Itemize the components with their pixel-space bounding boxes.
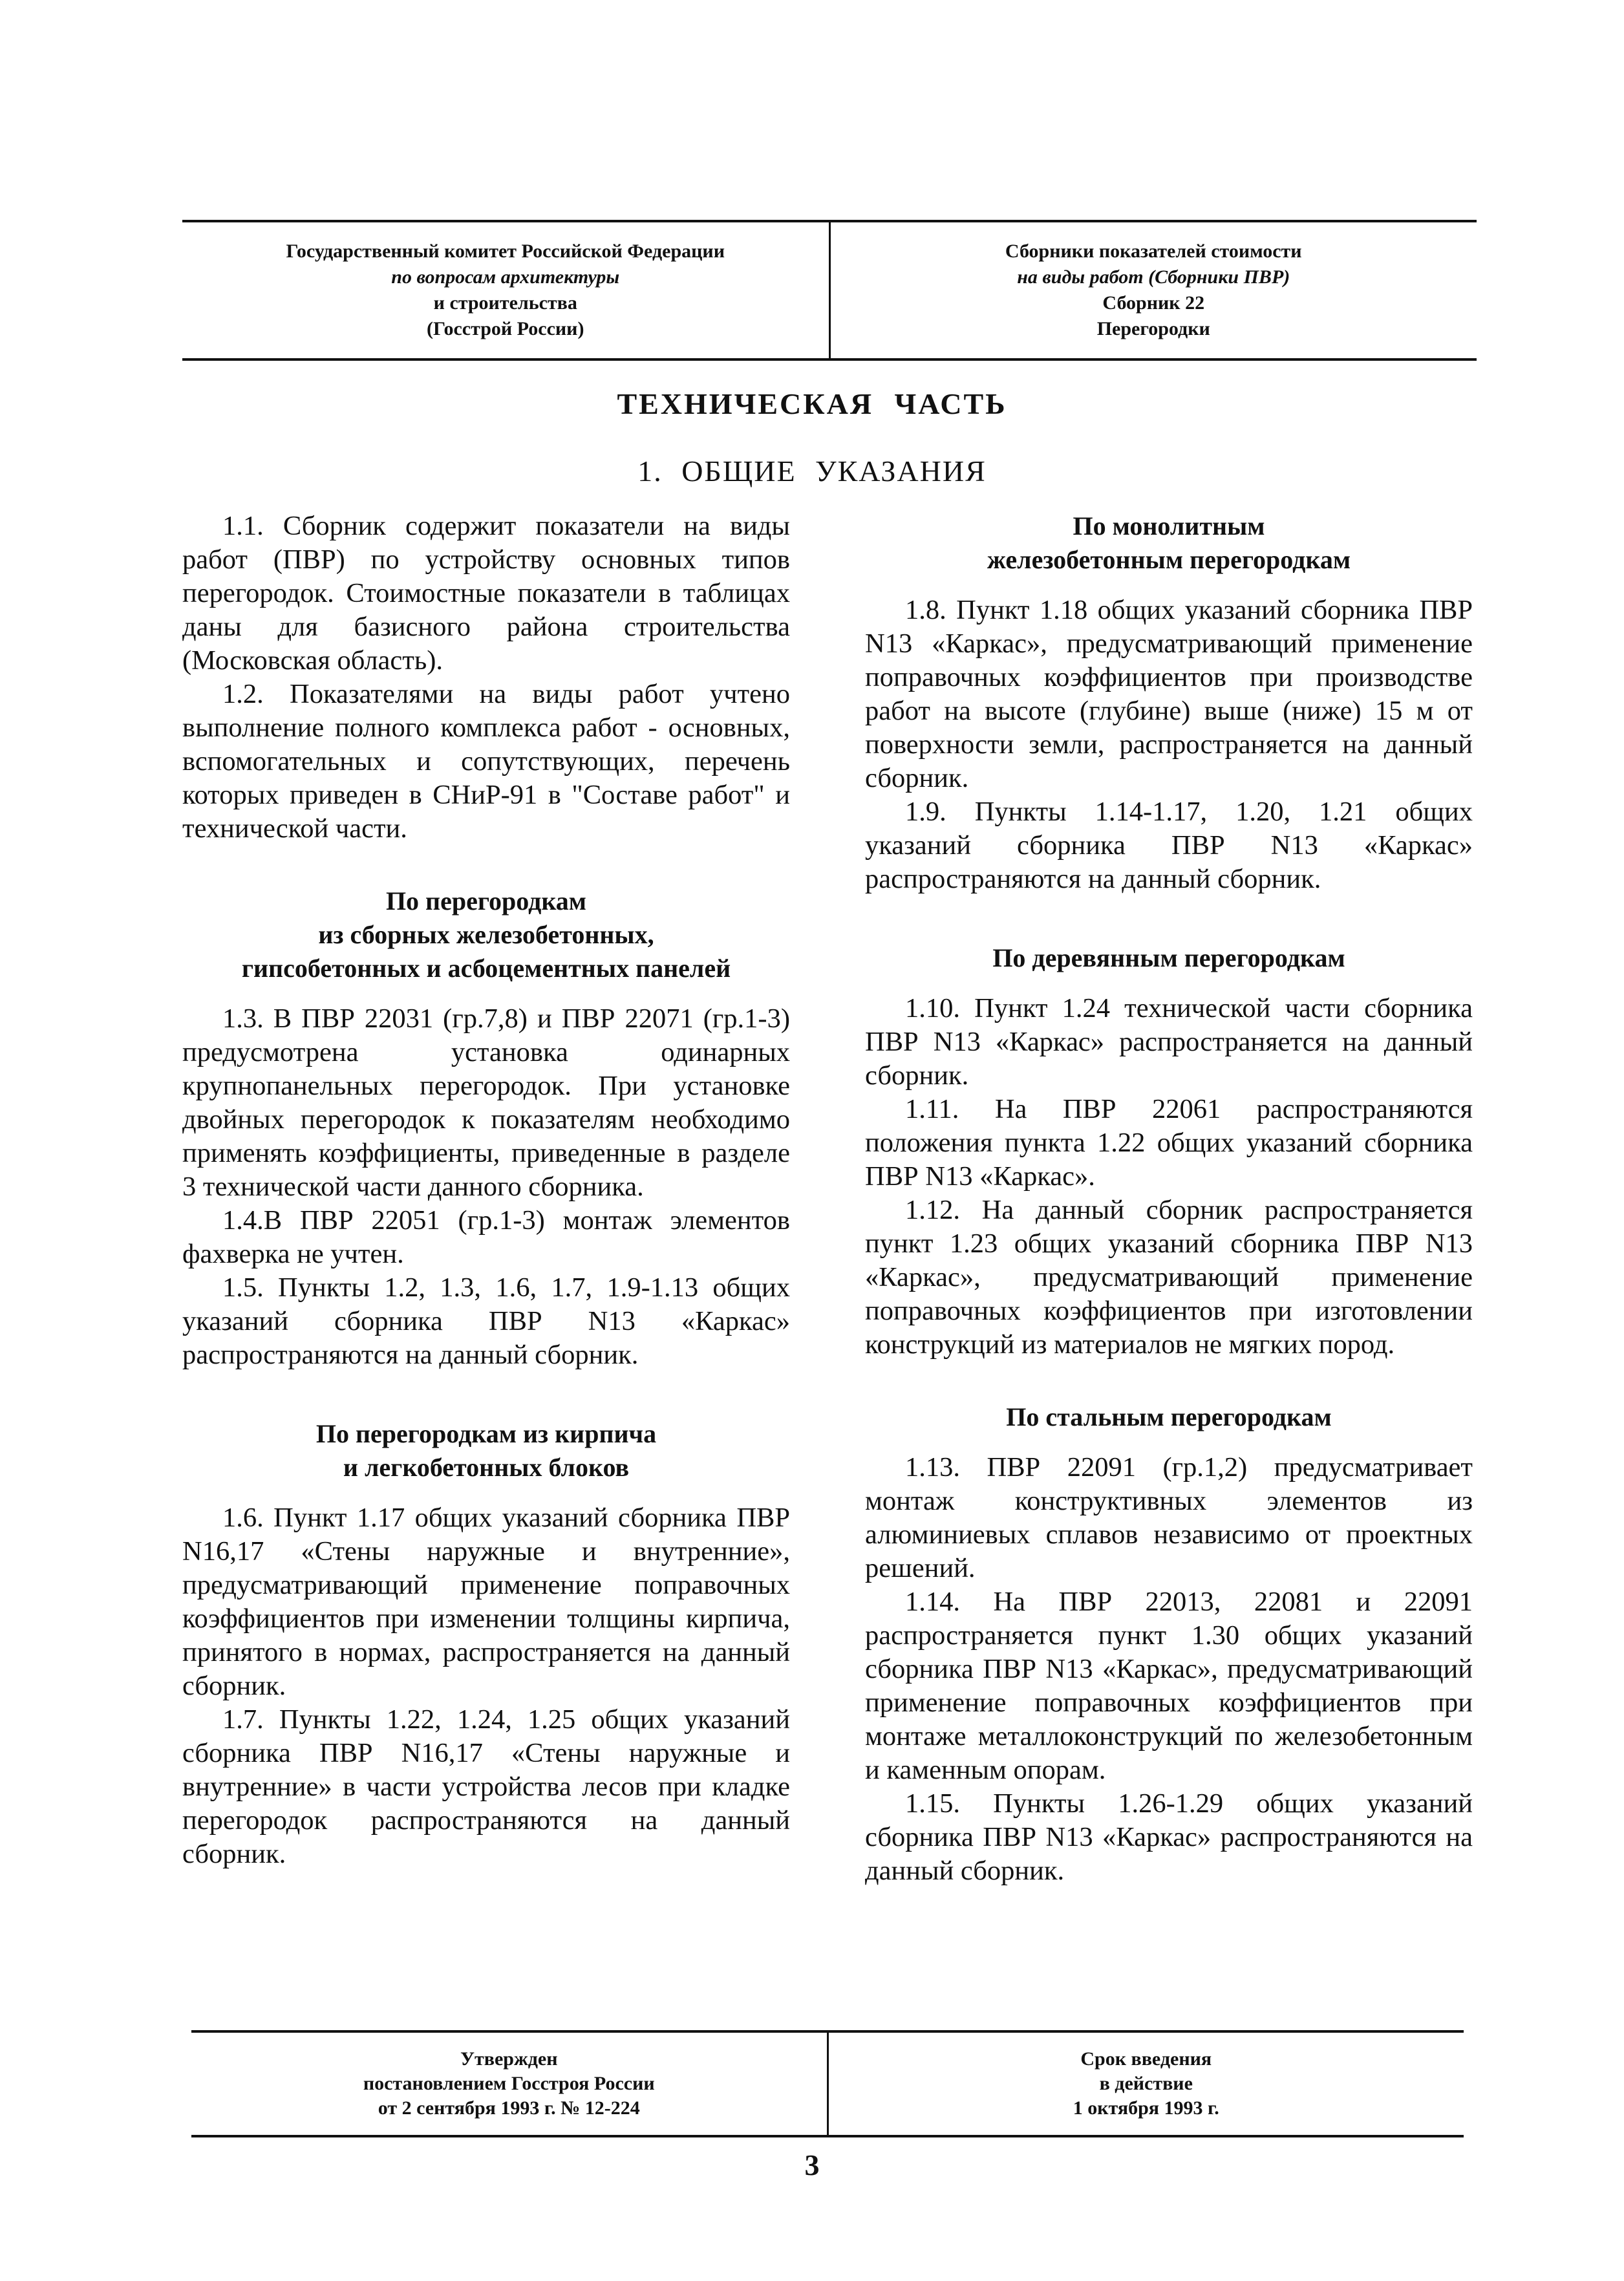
paragraph-1-13: 1.13. ПВР 22091 (гр.1,2) предусматривает монтаж конструктивных элементов из алюминиевых сплавов независимо от проектных решений. <box>865 1452 1473 1583</box>
header-collection-line: Сборник 22 <box>1102 292 1205 314</box>
paragraph-1-4: 1.4.В ПВР 22051 (гр.1-3) монтаж элементов фахверка не учтен. <box>182 1205 790 1269</box>
section-title: 1. ОБЩИЕ УКАЗАНИЯ <box>637 455 987 487</box>
header-collection-line: Перегородки <box>1096 318 1210 339</box>
header-collection <box>831 222 1477 358</box>
paragraph-1-5: 1.5. Пункты 1.2, 1.3, 1.6, 1.7, 1.9-1.13 общих указаний сборника ПВР N13 «Каркас» распространяются на данный сборник. <box>182 1272 790 1370</box>
heading-line: По монолитным <box>1073 511 1265 541</box>
section-heading-steel: По стальным перегородкам <box>1006 1402 1332 1431</box>
footer-approval-line: от 2 сентября 1993 г. № 12-224 <box>378 2097 640 2119</box>
footer-approval-line: Утвержден <box>460 2048 558 2070</box>
right-column <box>865 509 1473 1888</box>
footer-effective-line: 1 октября 1993 г. <box>1073 2097 1219 2119</box>
section-heading-brick <box>182 1417 790 1484</box>
paragraph-1-9: 1.9. Пункты 1.14-1.17, 1.20, 1.21 общих указаний сборника ПВР N13 «Каркас» распространяются на данный сборник. <box>865 797 1473 894</box>
paragraph-1-8: 1.8. Пункт 1.18 общих указаний сборника ПВР N13 «Каркас», предусматривающий применение поправочных коэффициентов при производстве работ на высоте (глубине) выше (ниже) 15 м от поверхности земли, распространяется на данный сборник. <box>865 595 1473 793</box>
paragraph-1-11: 1.11. На ПВР 22061 распространяются положения пункта 1.22 общих указаний сборника ПВР N13 «Каркас». <box>865 1094 1473 1192</box>
section-heading-wooden: По деревянным перегородкам <box>992 943 1345 972</box>
paragraph-1-1: 1.1. Сборник содержит показатели на виды работ (ПВР) по устройству основных типов перегородок. Стоимостные показатели в таблицах даны для базисного района строительства (Московская область). <box>182 511 790 676</box>
paragraph-1-15: 1.15. Пункты 1.26-1.29 общих указаний сборника ПВР N13 «Каркас» распространяются на данный сборник. <box>865 1788 1473 1886</box>
paragraph-1-12: 1.12. На данный сборник распространяется пункт 1.23 общих указаний сборника ПВР N13 «Каркас», предусматривающий применение поправочных коэффициентов при изготовлении конструкций из материалов не мягких пород. <box>865 1195 1473 1360</box>
paragraph-1-6: 1.6. Пункт 1.17 общих указаний сборника ПВР N16,17 «Стены наружные и внутренние», предусматривающий применение поправочных коэффициентов при изменении толщины кирпича, принятого в нормах, распространяется на данный сборник. <box>182 1503 790 1701</box>
left-column <box>182 509 790 1871</box>
paragraph-1-10: 1.10. Пункт 1.24 технической части сборника ПВР N13 «Каркас» распространяется на данный сборник. <box>865 993 1473 1091</box>
paragraph-1-7: 1.7. Пункты 1.22, 1.24, 1.25 общих указаний сборника ПВР N16,17 «Стены наружные и внутренние» в части устройства лесов при кладке перегородок распространяются на данный сборник. <box>182 1704 790 1869</box>
paragraph-1-3: 1.3. В ПВР 22031 (гр.7,8) и ПВР 22071 (гр.1-3) предусмотрена установка одинарных крупнопанельных перегородок. При установке двойных перегородок к показателям необходимо применять коэффициенты, приведенные в разделе 3 технической части данного сборника. <box>182 1003 790 1202</box>
header-collection-line: на виды работ (Сборники ПВР) <box>1017 266 1290 288</box>
heading-line: гипсобетонных и асбоцементных панелей <box>241 954 731 983</box>
section-heading-monolithic <box>865 509 1473 577</box>
paragraph-1-14: 1.14. На ПВР 22013, 22081 и 22091 распространяется пункт 1.30 общих указаний сборника ПВР N13 «Каркас», предусматривающий применение поправочных коэффициентов при монтаже металлоконструкций по железобетонным и каменным опорам. <box>865 1587 1473 1785</box>
heading-line: железобетонным перегородкам <box>987 545 1351 574</box>
footer-table <box>191 2030 1464 2137</box>
page-number: 3 <box>804 2148 820 2181</box>
page-title: ТЕХНИЧЕСКАЯ ЧАСТЬ <box>617 387 1007 420</box>
header-issuer-line: Государственный комитет Российской Федерации <box>286 241 725 262</box>
header-issuer-line: по вопросам архитектуры <box>391 266 620 288</box>
heading-line: По перегородкам <box>385 886 587 916</box>
section-heading-panels <box>182 884 790 985</box>
footer-effective-line: в действие <box>1099 2073 1193 2094</box>
header-collection-line: Сборники показателей стоимости <box>1005 241 1302 262</box>
header-issuer <box>182 222 831 358</box>
header-issuer-line: и строительства <box>433 292 577 314</box>
heading-line: и легкобетонных блоков <box>343 1453 630 1482</box>
header-issuer-line: (Госстрой России) <box>427 318 584 339</box>
footer-approval-line: постановлением Госстроя России <box>363 2073 655 2094</box>
paragraph-1-2: 1.2. Показателями на виды работ учтено выполнение полного комплекса работ - основных, вспомогательных и сопутствующих, перечень которых приведен в СНиР-91 в "Составе работ" и технической части. <box>182 679 790 844</box>
footer-effective-date <box>829 2033 1464 2135</box>
heading-line: из сборных железобетонных, <box>318 920 654 949</box>
footer-effective-line: Срок введения <box>1080 2048 1212 2070</box>
heading-line: По перегородкам из кирпича <box>315 1419 657 1448</box>
header-table <box>182 220 1477 361</box>
footer-approval <box>191 2033 829 2135</box>
